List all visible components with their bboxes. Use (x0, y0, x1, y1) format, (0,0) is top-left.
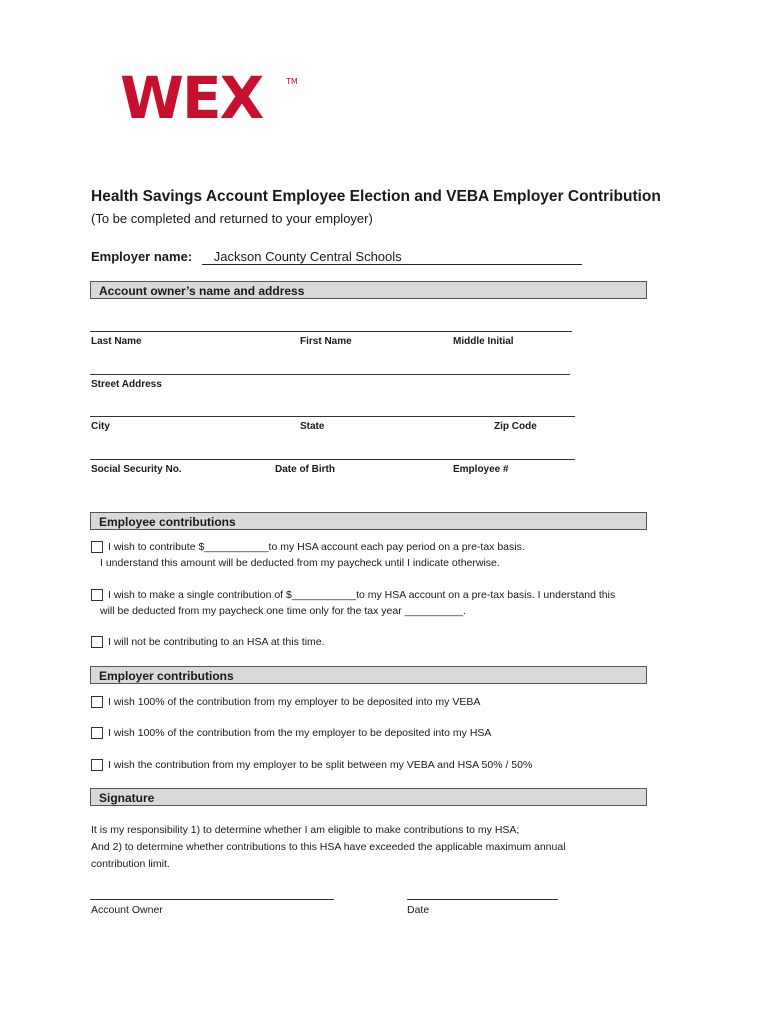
option-contribute-per-pay: I wish to contribute $___________to my HSA account each pay period on a pre-tax basis. (108, 541, 525, 553)
form-subtitle: (To be completed and returned to your employer) (91, 211, 373, 226)
date-line[interactable] (407, 899, 558, 900)
option-single-contribution: I wish to make a single contribution of $___________to my HSA account on a pre-tax basis. I understand this (108, 589, 616, 601)
checkbox-single-contribution[interactable] (91, 589, 103, 601)
city-state-zip-line[interactable] (90, 416, 575, 417)
responsibility-text-line-3: contribution limit. (91, 858, 170, 870)
zip-code-label: Zip Code (494, 421, 537, 432)
first-name-label: First Name (300, 336, 352, 347)
dob-label: Date of Birth (275, 464, 335, 475)
account-owner-label: Account Owner (91, 904, 163, 916)
responsibility-text-line-1: It is my responsibility 1) to determine whether I am eligible to make contributions to my HSA; (91, 824, 520, 836)
account-owner-signature-line[interactable] (90, 899, 334, 900)
employee-number-label: Employee # (453, 464, 509, 475)
state-label: State (300, 421, 325, 432)
option-veba-100: I wish 100% of the contribution from my employer to be deposited into my VEBA (108, 696, 481, 708)
street-address-line[interactable] (90, 374, 570, 375)
middle-initial-label: Middle Initial (453, 336, 514, 347)
name-line[interactable] (90, 331, 572, 332)
employer-name-label: Employer name: (91, 249, 193, 264)
option-contribute-per-pay-note: I understand this amount will be deducted from my paycheck until I indicate otherwise. (100, 557, 500, 569)
section-header-signature: Signature (90, 788, 647, 806)
checkbox-split-50-50[interactable] (91, 759, 103, 771)
option-no-contribution: I will not be contributing to an HSA at this time. (108, 636, 325, 648)
wex-logo-text: WEX (120, 64, 263, 132)
ssn-label: Social Security No. (91, 464, 182, 475)
ssn-dob-employee-line[interactable] (90, 459, 575, 460)
checkbox-veba-100[interactable] (91, 696, 103, 708)
city-label: City (91, 421, 110, 432)
checkbox-contribute-per-pay[interactable] (91, 541, 103, 553)
checkbox-hsa-100[interactable] (91, 727, 103, 739)
section-header-employer: Employer contributions (90, 666, 647, 684)
section-header-employee: Employee contributions (90, 512, 647, 530)
section-header-owner: Account owner’s name and address (90, 281, 647, 299)
checkbox-no-contribution[interactable] (91, 636, 103, 648)
form-title: Health Savings Account Employee Election and VEBA Employer Contribution (91, 188, 661, 205)
wex-logo (118, 62, 308, 132)
wex-trademark: TM (286, 77, 298, 86)
last-name-label: Last Name (91, 336, 142, 347)
option-split-50-50: I wish the contribution from my employer to be split between my VEBA and HSA 50% / 50% (108, 759, 533, 771)
option-single-contribution-note: will be deducted from my paycheck one time only for the tax year __________. (100, 605, 466, 617)
employer-name-row (91, 249, 582, 265)
street-address-label: Street Address (91, 379, 162, 390)
responsibility-text-line-2: And 2) to determine whether contributions to this HSA have exceeded the applicable maximum annual (91, 841, 566, 853)
date-label: Date (407, 904, 430, 916)
employer-name-field[interactable]: Jackson County Central Schools (202, 250, 582, 265)
option-hsa-100: I wish 100% of the contribution from the my employer to be deposited into my HSA (108, 727, 492, 739)
